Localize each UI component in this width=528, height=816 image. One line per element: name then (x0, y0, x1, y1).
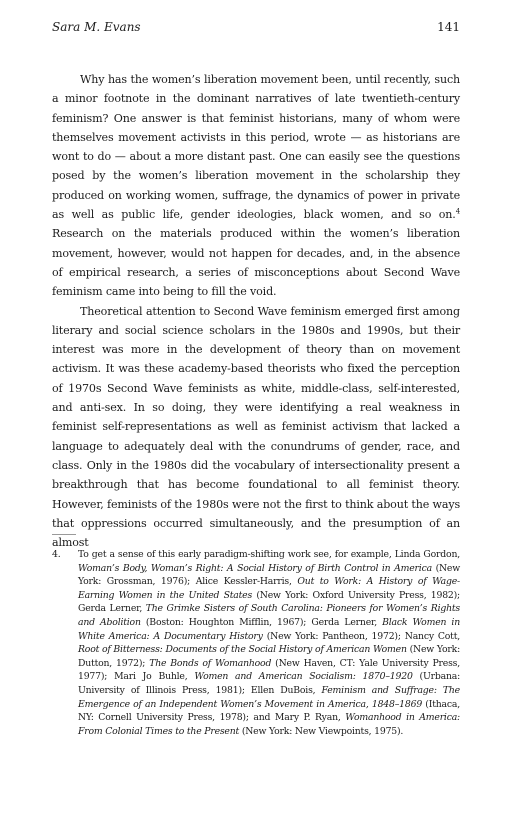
footnote-4 (52, 548, 460, 738)
footnote-text (78, 548, 460, 738)
footnote-segment: (New York: New Viewpoints, 1975). (239, 725, 404, 737)
footnote-title: Out to Work: A History of Wage-Earning Women in the United States (78, 576, 460, 601)
footnote-number: 4. (52, 549, 61, 560)
footnote-title: Black Women in White America: A Documentary History (78, 616, 460, 642)
footnote-reference-4[interactable]: 4 (455, 207, 460, 216)
footnote-segment: (Ithaca, NY: Cornell University Press, 1978); and Mary P. Ryan, (78, 698, 460, 724)
footnote-segment: (New York: Pantheon, 1972); Nancy Cott, (262, 630, 460, 642)
page-number: 141 (437, 20, 460, 34)
paragraph-1 (52, 70, 460, 302)
footnote-segment: (New York: Dutton, 1972); (78, 644, 460, 669)
paragraph-1-text-b: Research on the materials produced within the women’s liberation movement, however, would not happen for decades, and, in the absence of empirical research, a series of misconceptions about Second Wave feminism came into being to fill the void. (52, 227, 460, 299)
footnote-segment: To get a sense of this early paradigm-shifting work see, for example, Linda Gordon, (78, 549, 460, 560)
footnote-title: Feminism and Suffrage: The Emergence of an Independent Women’s Movement in America, 1848–1869 (78, 684, 460, 710)
footnote-title: Root of Bitterness: Documents of the Social History of American Women (78, 644, 407, 656)
footnote-segment: (New York: Grossman, 1976); Alice Kessler-Harris, (78, 562, 460, 588)
footnote-segment: (New York: Oxford University Press, 1982); Gerda Lerner, (78, 589, 460, 615)
footnote-segment: (Boston: Houghton Mifflin, 1967); Gerda Lerner, (140, 616, 383, 628)
paragraph-1-text-a: Why has the women’s liberation movement been, until recently, such a minor footnote in the dominant narratives of late twentieth-century feminism? One answer is that feminist historians, many of whom were themselves movement activists in this period, wrote — as historians are wont to do — about a more distant past. One can easily see the questions posed by the women’s liberation movement in the scholarship they produced on working women, suffrage, the dynamics of power in private as well as public life, gender ideologies, black women, and so on. (52, 73, 460, 222)
footnote-title: The Bonds of Womanhood (149, 657, 272, 669)
footnote-title: The Grimke Sisters of South Carolina: Pioneers for Women’s Rights and Abolition (78, 603, 460, 628)
running-header (52, 20, 460, 38)
paragraph-2: Theoretical attention to Second Wave feminism emerged first among literary and social science scholars in the 1980s and 1990s, but their interest was more in the development of theory than on movement activism. It was these academy-based theorists who fixed the perception of 1970s Second Wave feminists as white, middle-class, self-interested, and anti-sex. In so doing, they were identifying a real weakness in feminist self-representations as well as feminist activism that lacked a language to adequately deal with the conundrums of gender, race, and class. Only in the 1980s did the vocabulary of intersectionality present a breakthrough that has become foundational to all feminist theory. However, feminists of the 1980s were not the first to think about the ways that oppressions occurred simultaneously, and the presumption of an almost (52, 304, 460, 550)
running-header-author: Sara M. Evans (52, 20, 141, 34)
footnote-title: Woman’s Body, Woman’s Right: A Social History of Birth Control in America (78, 562, 432, 574)
footnotes (52, 548, 460, 738)
footnote-title: Women and American Socialism: 1870–1920 (194, 671, 413, 683)
footnote-divider (52, 534, 76, 535)
footnote-segment: (Urbana: University of Illinois Press, 1981); Ellen DuBois, (78, 671, 461, 696)
footnote-segment: (New Haven, CT: Yale University Press, 1977); Mari Jo Buhle, (78, 657, 460, 683)
body-text (52, 70, 460, 552)
footnote-title: Womanhood in America: From Colonial Times to the Present (78, 712, 460, 737)
